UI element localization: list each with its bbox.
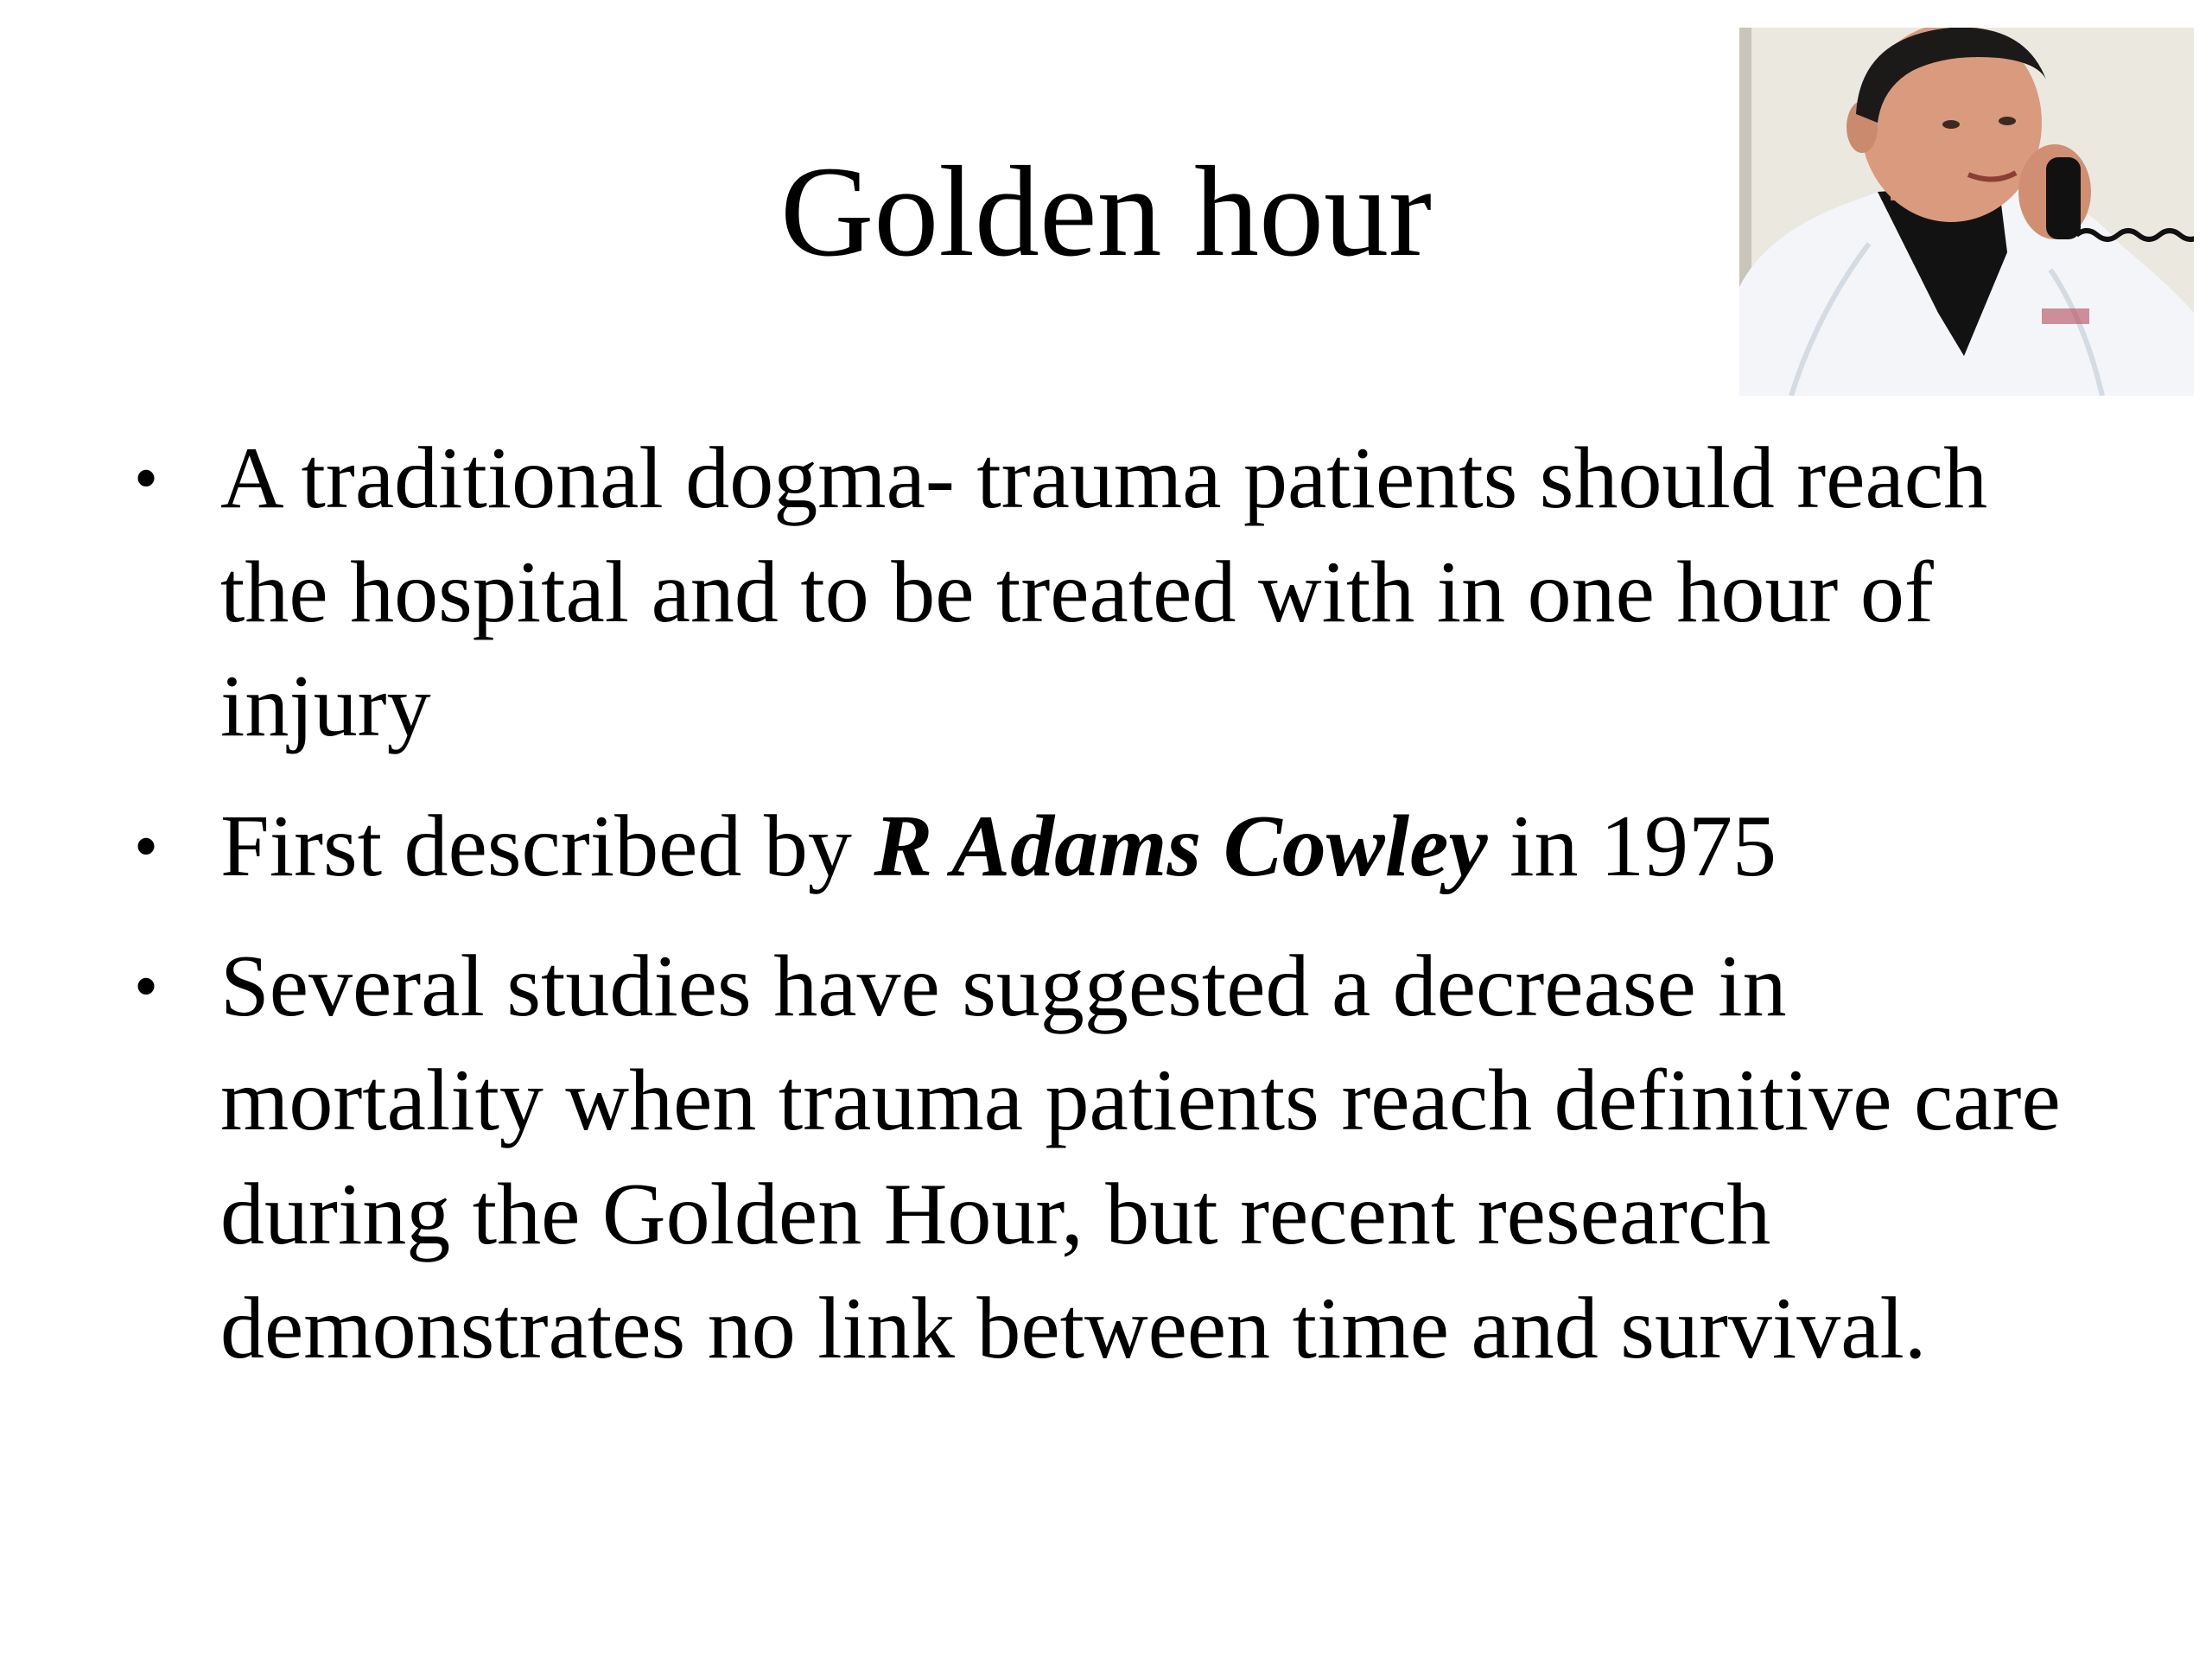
bullet-golden-hour-definition <box>130 422 2117 764</box>
bullet-text: A traditional dogma- trauma patients should reach the hospital and to be treated with in one hour of injury <box>220 429 1988 755</box>
bullet-first-described <box>130 790 2117 904</box>
bullet-studies <box>130 930 2117 1386</box>
bullet-text: Several studies have suggested a decrease in mortality when trauma patients reach definitive care during the Golden Hour, but recent research demonstrates no link between time and survival. <box>220 938 2061 1377</box>
portrait-image <box>1739 28 2194 396</box>
bullet-text-suffix: in 1975 <box>1487 798 1777 895</box>
bullet-marker: • <box>134 441 159 517</box>
bullet-marker: • <box>134 949 159 1025</box>
bullet-list <box>130 422 2117 1412</box>
bullet-marker: • <box>134 809 159 885</box>
slide-title: Golden hour <box>779 140 1433 283</box>
portrait-photo <box>1739 28 2194 396</box>
bullet-text-prefix: First described by <box>220 798 874 895</box>
author-name: R Adams Cowley <box>874 798 1488 895</box>
